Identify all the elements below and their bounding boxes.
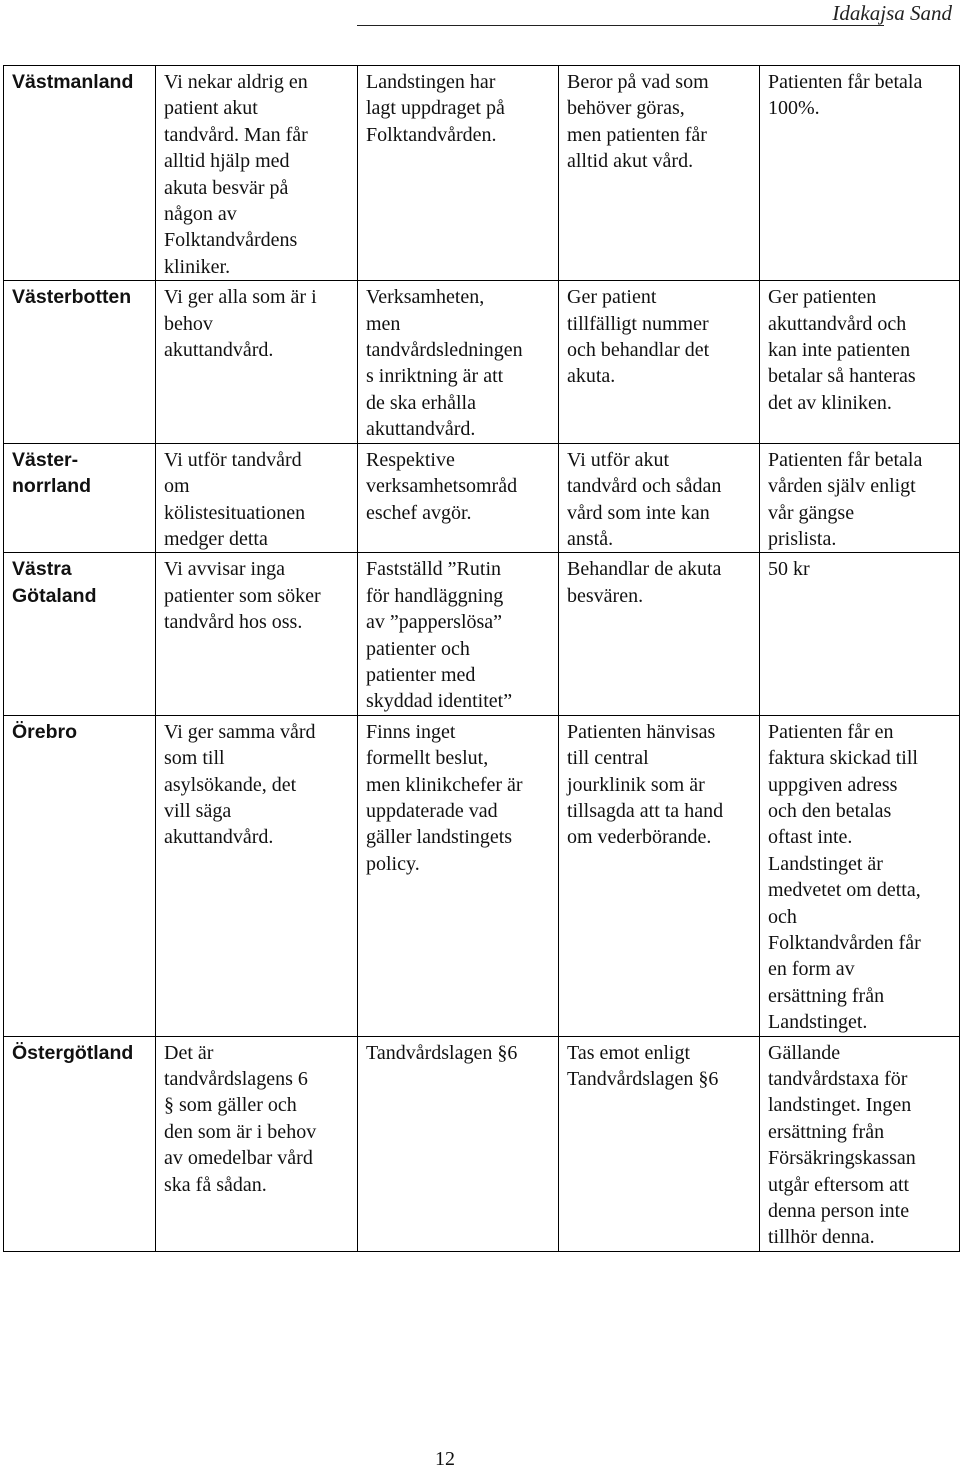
table-row <box>4 281 960 443</box>
table-row <box>4 443 960 553</box>
payment-cell: Patienten får en faktura skickad till uppgiven adress och den betalas oftast inte. Landstinget är medvetet om detta, och Folktandvården får en form av ersättning från Landstinget. <box>760 715 960 1036</box>
responsibility-cell: Fastställd ”Rutin för handläggning av ”papperslösa” patienter och patienter med skyddad identitet” <box>358 553 559 715</box>
running-header-title: Idakajsa Sand <box>832 1 952 25</box>
payment-cell: Patienten får betala 100%. <box>760 66 960 281</box>
table-row <box>4 553 960 715</box>
treatment-cell: Vi utför akut tandvård och sådan vård som inte kan anstå. <box>559 443 760 553</box>
policy-cell: Vi utför tandvård om kölistesituationen medger detta <box>156 443 358 553</box>
responsibility-cell: Landstingen har lagt uppdraget på Folktandvården. <box>358 66 559 281</box>
payment-cell: Patienten får betala vården själv enligt vår gängse prislista. <box>760 443 960 553</box>
treatment-cell: Beror på vad som behöver göras, men patienten får alltid akut vård. <box>559 66 760 281</box>
responsibility-cell: Tandvårdslagen §6 <box>358 1036 559 1251</box>
region-policy-table <box>3 65 960 1252</box>
payment-cell: 50 kr <box>760 553 960 715</box>
header-rule <box>357 25 884 26</box>
table-row <box>4 66 960 281</box>
table-row <box>4 715 960 1036</box>
treatment-cell: Ger patient tillfälligt nummer och behandlar det akuta. <box>559 281 760 443</box>
responsibility-cell: Finns inget formellt beslut, men klinikchefer är uppdaterade vad gäller landstingets policy. <box>358 715 559 1036</box>
region-cell: Västra Götaland <box>4 553 156 715</box>
policy-cell: Vi ger samma vård som till asylsökande, det vill säga akuttandvård. <box>156 715 358 1036</box>
policy-cell: Det är tandvårdslagens 6 § som gäller och den som är i behov av omedelbar vård ska få sådan. <box>156 1036 358 1251</box>
payment-cell: Ger patienten akuttandvård och kan inte patienten betalar så hanteras det av kliniken. <box>760 281 960 443</box>
region-cell: Östergötland <box>4 1036 156 1251</box>
responsibility-cell: Verksamheten, men tandvårdsledningen s inriktning är att de ska erhålla akuttandvård. <box>358 281 559 443</box>
region-cell: Väster- norrland <box>4 443 156 553</box>
policy-cell: Vi avvisar inga patienter som söker tandvård hos oss. <box>156 553 358 715</box>
table-row <box>4 1036 960 1251</box>
policy-cell: Vi ger alla som är i behov akuttandvård. <box>156 281 358 443</box>
payment-cell: Gällande tandvårdstaxa för landstinget. Ingen ersättning från Försäkringskassan utgår eftersom att denna person inte tillhör denna. <box>760 1036 960 1251</box>
treatment-cell: Behandlar de akuta besvären. <box>559 553 760 715</box>
responsibility-cell: Respektive verksamhetsområd eschef avgör. <box>358 443 559 553</box>
region-cell: Örebro <box>4 715 156 1036</box>
region-cell: Västmanland <box>4 66 156 281</box>
treatment-cell: Tas emot enligt Tandvårdslagen §6 <box>559 1036 760 1251</box>
policy-cell: Vi nekar aldrig en patient akut tandvård. Man får alltid hjälp med akuta besvär på någon av Folktandvårdens kliniker. <box>156 66 358 281</box>
treatment-cell: Patienten hänvisas till central jourklinik som är tillsagda att ta hand om vederbörande. <box>559 715 760 1036</box>
region-cell: Västerbotten <box>4 281 156 443</box>
page-number: 12 <box>435 1448 455 1470</box>
